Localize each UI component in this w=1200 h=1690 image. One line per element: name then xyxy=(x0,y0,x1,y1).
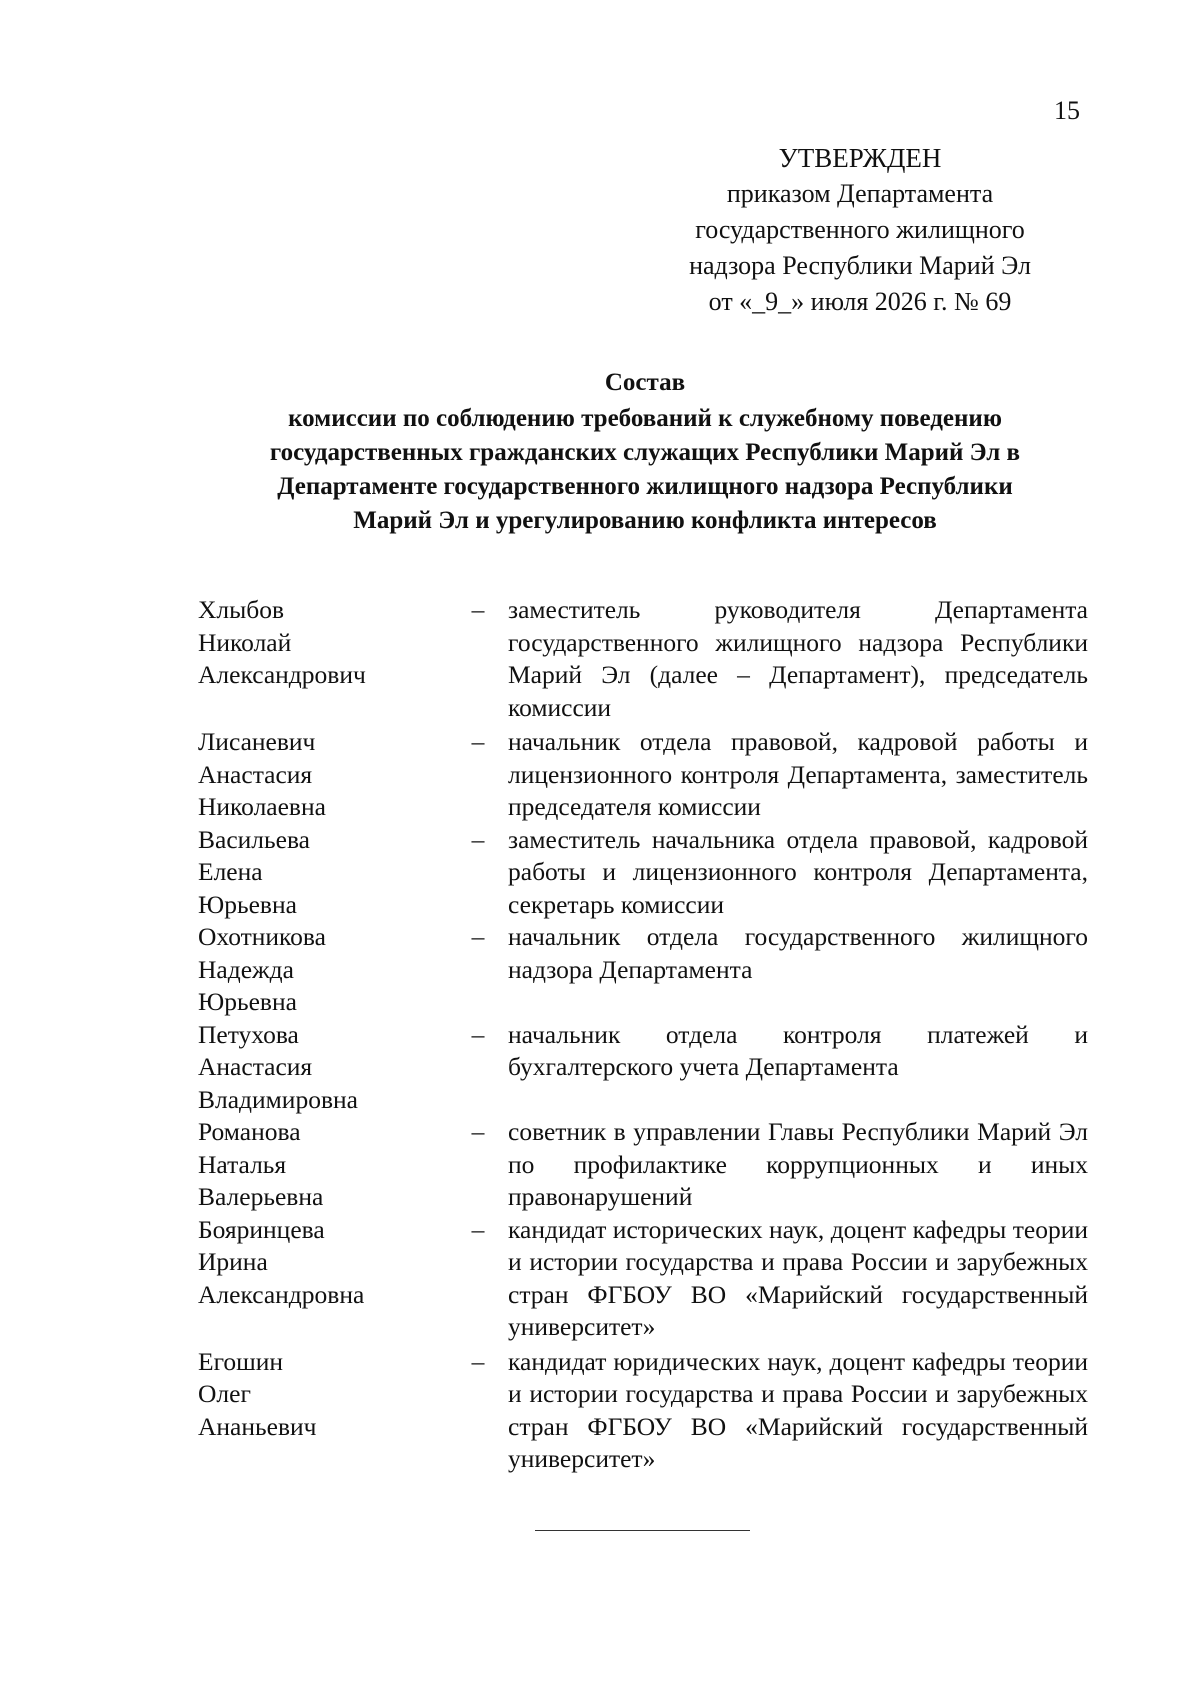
member-role: начальник отдела правовой, кадровой работы и лицензионного контроля Департамента, заместитель председателя комиссии xyxy=(508,727,1088,821)
member-name xyxy=(198,1116,448,1214)
member-patronymic: Николаевна xyxy=(198,792,326,821)
member-role: кандидат исторических наук, доцент кафедры теории и истории государства и права России и зарубежных стран ФГБОУ ВО «Марийский государственный университет» xyxy=(508,1214,1088,1341)
member-surname: Егошин xyxy=(198,1346,284,1376)
approval-line-1: приказом Департамента xyxy=(726,179,994,208)
member-first-name: Анастасия xyxy=(198,759,313,789)
member-name xyxy=(198,1019,448,1117)
member-name xyxy=(198,1214,448,1344)
member-role: заместитель руководителя Департамента государственного жилищного надзора Республики Марий Эл (далее – Департамент), председатель комиссии xyxy=(508,595,1088,722)
member-name xyxy=(198,594,448,724)
member-row xyxy=(198,1019,1088,1117)
member-name xyxy=(198,921,448,1019)
member-dash: – xyxy=(471,824,485,854)
member-role: начальник отдела государственного жилищного надзора Департамента xyxy=(508,922,1088,984)
member-patronymic: Александрович xyxy=(198,660,366,689)
member-surname: Хлыбов xyxy=(198,595,285,624)
member-row xyxy=(198,921,1088,1019)
document-subtitle-line: государственных гражданских служащих Республики Марий Эл в xyxy=(269,439,1021,466)
document-title-block xyxy=(190,366,1100,538)
member-dash: – xyxy=(471,1346,485,1376)
member-row xyxy=(198,1346,1088,1476)
document-subtitle-line: комиссии по соблюдению требований к служебному поведению xyxy=(288,405,1002,432)
member-first-name: Ирина xyxy=(198,1247,268,1276)
member-row xyxy=(198,726,1088,824)
members-list xyxy=(198,594,1088,1476)
member-first-name: Анастасия xyxy=(198,1052,313,1081)
member-dash: – xyxy=(471,1214,485,1244)
approval-line-2: государственного жилищного xyxy=(695,215,1025,244)
member-first-name: Олег xyxy=(198,1379,251,1408)
member-first-name: Наталья xyxy=(198,1149,287,1179)
member-patronymic: Валерьевна xyxy=(198,1182,324,1211)
document-subtitle-line: Марий Эл и урегулированию конфликта интересов xyxy=(353,507,937,534)
member-row xyxy=(198,1116,1088,1214)
member-name xyxy=(198,824,448,922)
member-patronymic: Юрьевна xyxy=(198,889,297,919)
member-dash: – xyxy=(471,595,485,624)
member-row xyxy=(198,824,1088,922)
document-subtitle-line: Департаменте государственного жилищного надзора Республики xyxy=(277,473,1013,500)
member-surname: Лисаневич xyxy=(198,727,316,756)
approval-line-4: от «_9_» июля 2026 г. № 69 xyxy=(708,287,1012,316)
member-role: советник в управлении Главы Республики Марий Эл по профилактике коррупционных и иных правонарушений xyxy=(508,1117,1088,1211)
member-role: начальник отдела контроля платежей и бухгалтерского учета Департамента xyxy=(508,1019,1088,1081)
member-name xyxy=(198,726,448,824)
member-patronymic: Ананьевич xyxy=(198,1411,317,1441)
member-surname: Бояринцева xyxy=(198,1214,325,1244)
member-first-name: Елена xyxy=(198,857,263,886)
member-dash: – xyxy=(471,1019,485,1049)
page-number: 15 xyxy=(1054,96,1080,125)
member-dash: – xyxy=(471,922,485,951)
member-first-name: Николай xyxy=(198,627,292,657)
approved-heading: УТВЕРЖДЕН xyxy=(778,143,942,173)
member-row xyxy=(198,594,1088,724)
member-patronymic: Юрьевна xyxy=(198,987,297,1016)
member-surname: Петухова xyxy=(198,1019,299,1049)
member-patronymic: Владимировна xyxy=(198,1084,358,1114)
member-patronymic: Александровна xyxy=(198,1279,365,1309)
member-surname: Охотникова xyxy=(198,922,326,951)
closing-separator-line xyxy=(535,1530,750,1531)
member-surname: Васильева xyxy=(198,824,310,854)
member-dash: – xyxy=(471,727,485,756)
document-title: Состав xyxy=(604,369,686,396)
member-name xyxy=(198,1346,448,1476)
member-first-name: Надежда xyxy=(198,954,294,984)
member-surname: Романова xyxy=(198,1117,301,1146)
member-role: кандидат юридических наук, доцент кафедры теории и истории государства и права России и зарубежных стран ФГБОУ ВО «Марийский государственный университет» xyxy=(508,1346,1088,1473)
approval-line-3: надзора Республики Марий Эл xyxy=(689,251,1031,280)
member-dash: – xyxy=(471,1117,485,1146)
member-row xyxy=(198,1214,1088,1344)
member-role: заместитель начальника отдела правовой, кадровой работы и лицензионного контроля Департамента, секретарь комиссии xyxy=(508,824,1088,919)
approval-stamp xyxy=(640,140,1080,320)
